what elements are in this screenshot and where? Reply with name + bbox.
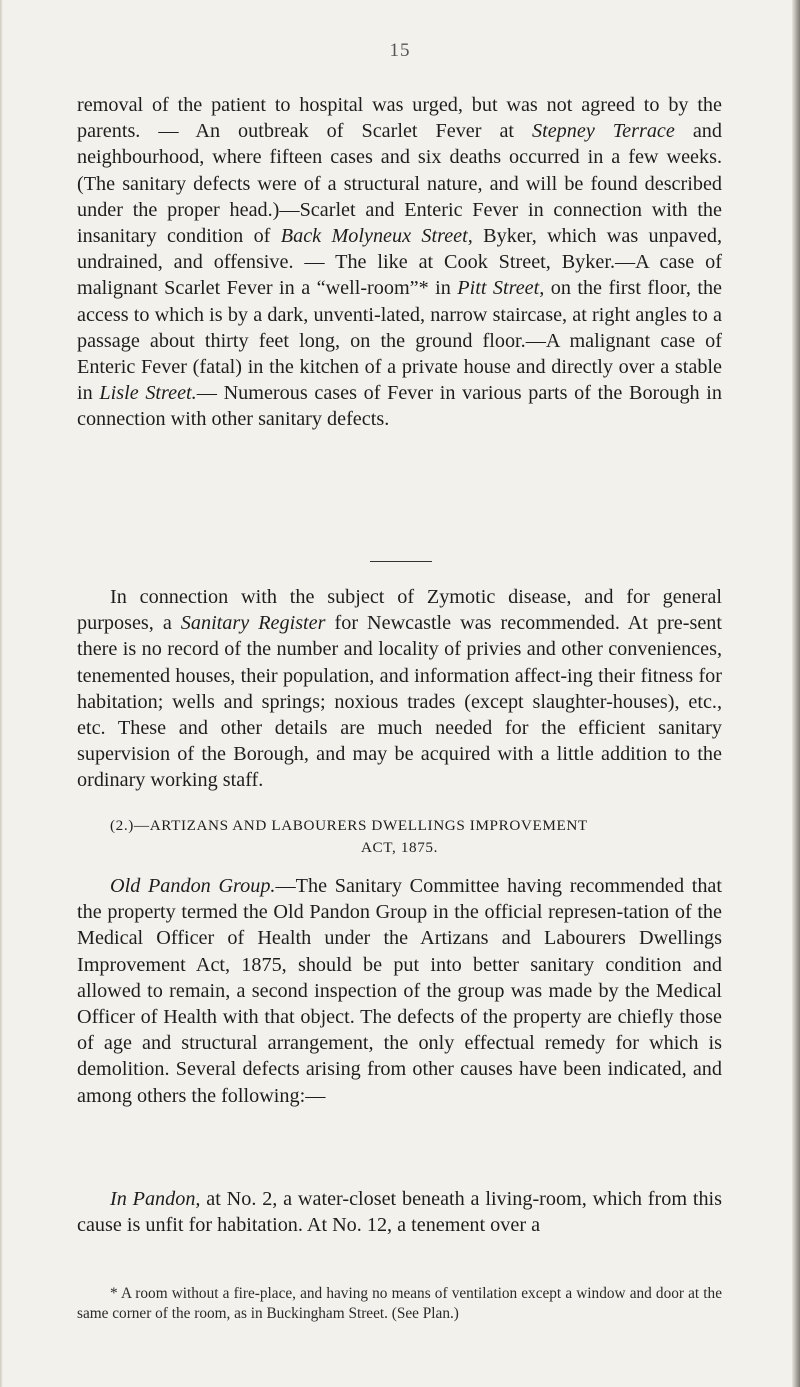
- heading-line-2: ACT, 1875.: [360, 839, 438, 856]
- footnote: * A room without a fire-place, and having no means of ventilation except a window and door at the same corner of the room, as in Buckingham Street. (See Plan.): [77, 1285, 722, 1322]
- paragraph-old-pandon-group: [77, 873, 722, 1109]
- p3-italic-old-pandon-group: Old Pandon Group.: [110, 875, 276, 897]
- section-heading: [77, 815, 722, 859]
- paragraph-in-pandon: [77, 1186, 722, 1238]
- p1-italic-pitt-street: Pitt Street,: [457, 277, 545, 300]
- p1-text-1: removal of the patient to hospital was urged, but was not agreed to by the parents. — An outbreak of Scarlet Fever at: [77, 94, 722, 143]
- p2-italic-sanitary-register: Sanitary Register: [180, 612, 326, 635]
- p1-text-3: Byker, which was unpaved, undrained, and offensive. — The like at Cook Street, Byker.—A case of malignant Scarlet Fever in a “well-room”* in: [77, 225, 722, 300]
- p1-italic-lisle-street: Lisle Street.: [99, 382, 197, 405]
- paragraph-outbreaks: [77, 92, 722, 433]
- p4-italic-in-pandon: In Pandon,: [110, 1188, 201, 1210]
- paragraph-sanitary-register: [77, 584, 722, 794]
- p1-italic-stepney-terrace: Stepney Terrace: [532, 120, 675, 143]
- section-divider: [370, 561, 432, 562]
- page-number: 15: [389, 40, 411, 61]
- p2-text-1: In connection with the subject of Zymotic disease, and for general purposes, a: [77, 586, 722, 635]
- p2-text-2: for Newcastle was recommended. At pre-sent there is no record of the number and locality of privies and other conveniences, tenemented houses, their population, and information affect-ing their fitness for habitation; wells and springs; noxious trades (except slaughter-houses), etc., etc. These and other details are much needed for the efficient sanitary supervision of the Borough, and may be acquired with a little addition to the ordinary working staff.: [77, 612, 723, 792]
- heading-line-1: (2.)—ARTIZANS AND LABOURERS DWELLINGS IMPROVEMENT: [110, 817, 588, 834]
- scan-edge-left: [0, 0, 3, 1387]
- scan-edge-right: [792, 0, 800, 1387]
- p1-text-5: — Numerous cases of Fever in various parts of the Borough in connection with other sanitary defects.: [77, 382, 723, 431]
- p1-text-4: on the first floor, the access to which is by a dark, unventi-lated, narrow staircase, at right angles to a passage about thirty feet long, on the ground floor.—A malignant case of Enteric Fever (fatal) in the kitchen of a private house and directly over a stable in: [77, 277, 722, 405]
- p3-text-1: —The Sanitary Committee having recommended that the property termed the Old Pandon Group in the official represen-tation of the Medical Officer of Health under the Artizans and Labourers Dwellings Improvement Act, 1875, should be put into better sanitary condition and allowed to remain, a second inspection of the group was made by the Medical Officer of Health with that object. The defects of the property are chiefly those of age and structural arrangement, the only effectual remedy for which is demolition. Several defects arising from other causes have been indicated, and among others the following:—: [77, 875, 722, 1107]
- p1-text-2: and neighbourhood, where fifteen cases and six deaths occurred in a few weeks. (The sanitary defects were of a structural nature, and will be found described under the proper head.)—Scarlet and Enteric Fever in connection with the insanitary condition of: [77, 120, 722, 248]
- p4-text-1: at No. 2, a water-closet beneath a living-room, which from this cause is unfit for habitation. At No. 12, a tenement over a: [77, 1188, 722, 1237]
- p1-italic-back-molyneux-street: Back Molyneux Street,: [280, 225, 473, 248]
